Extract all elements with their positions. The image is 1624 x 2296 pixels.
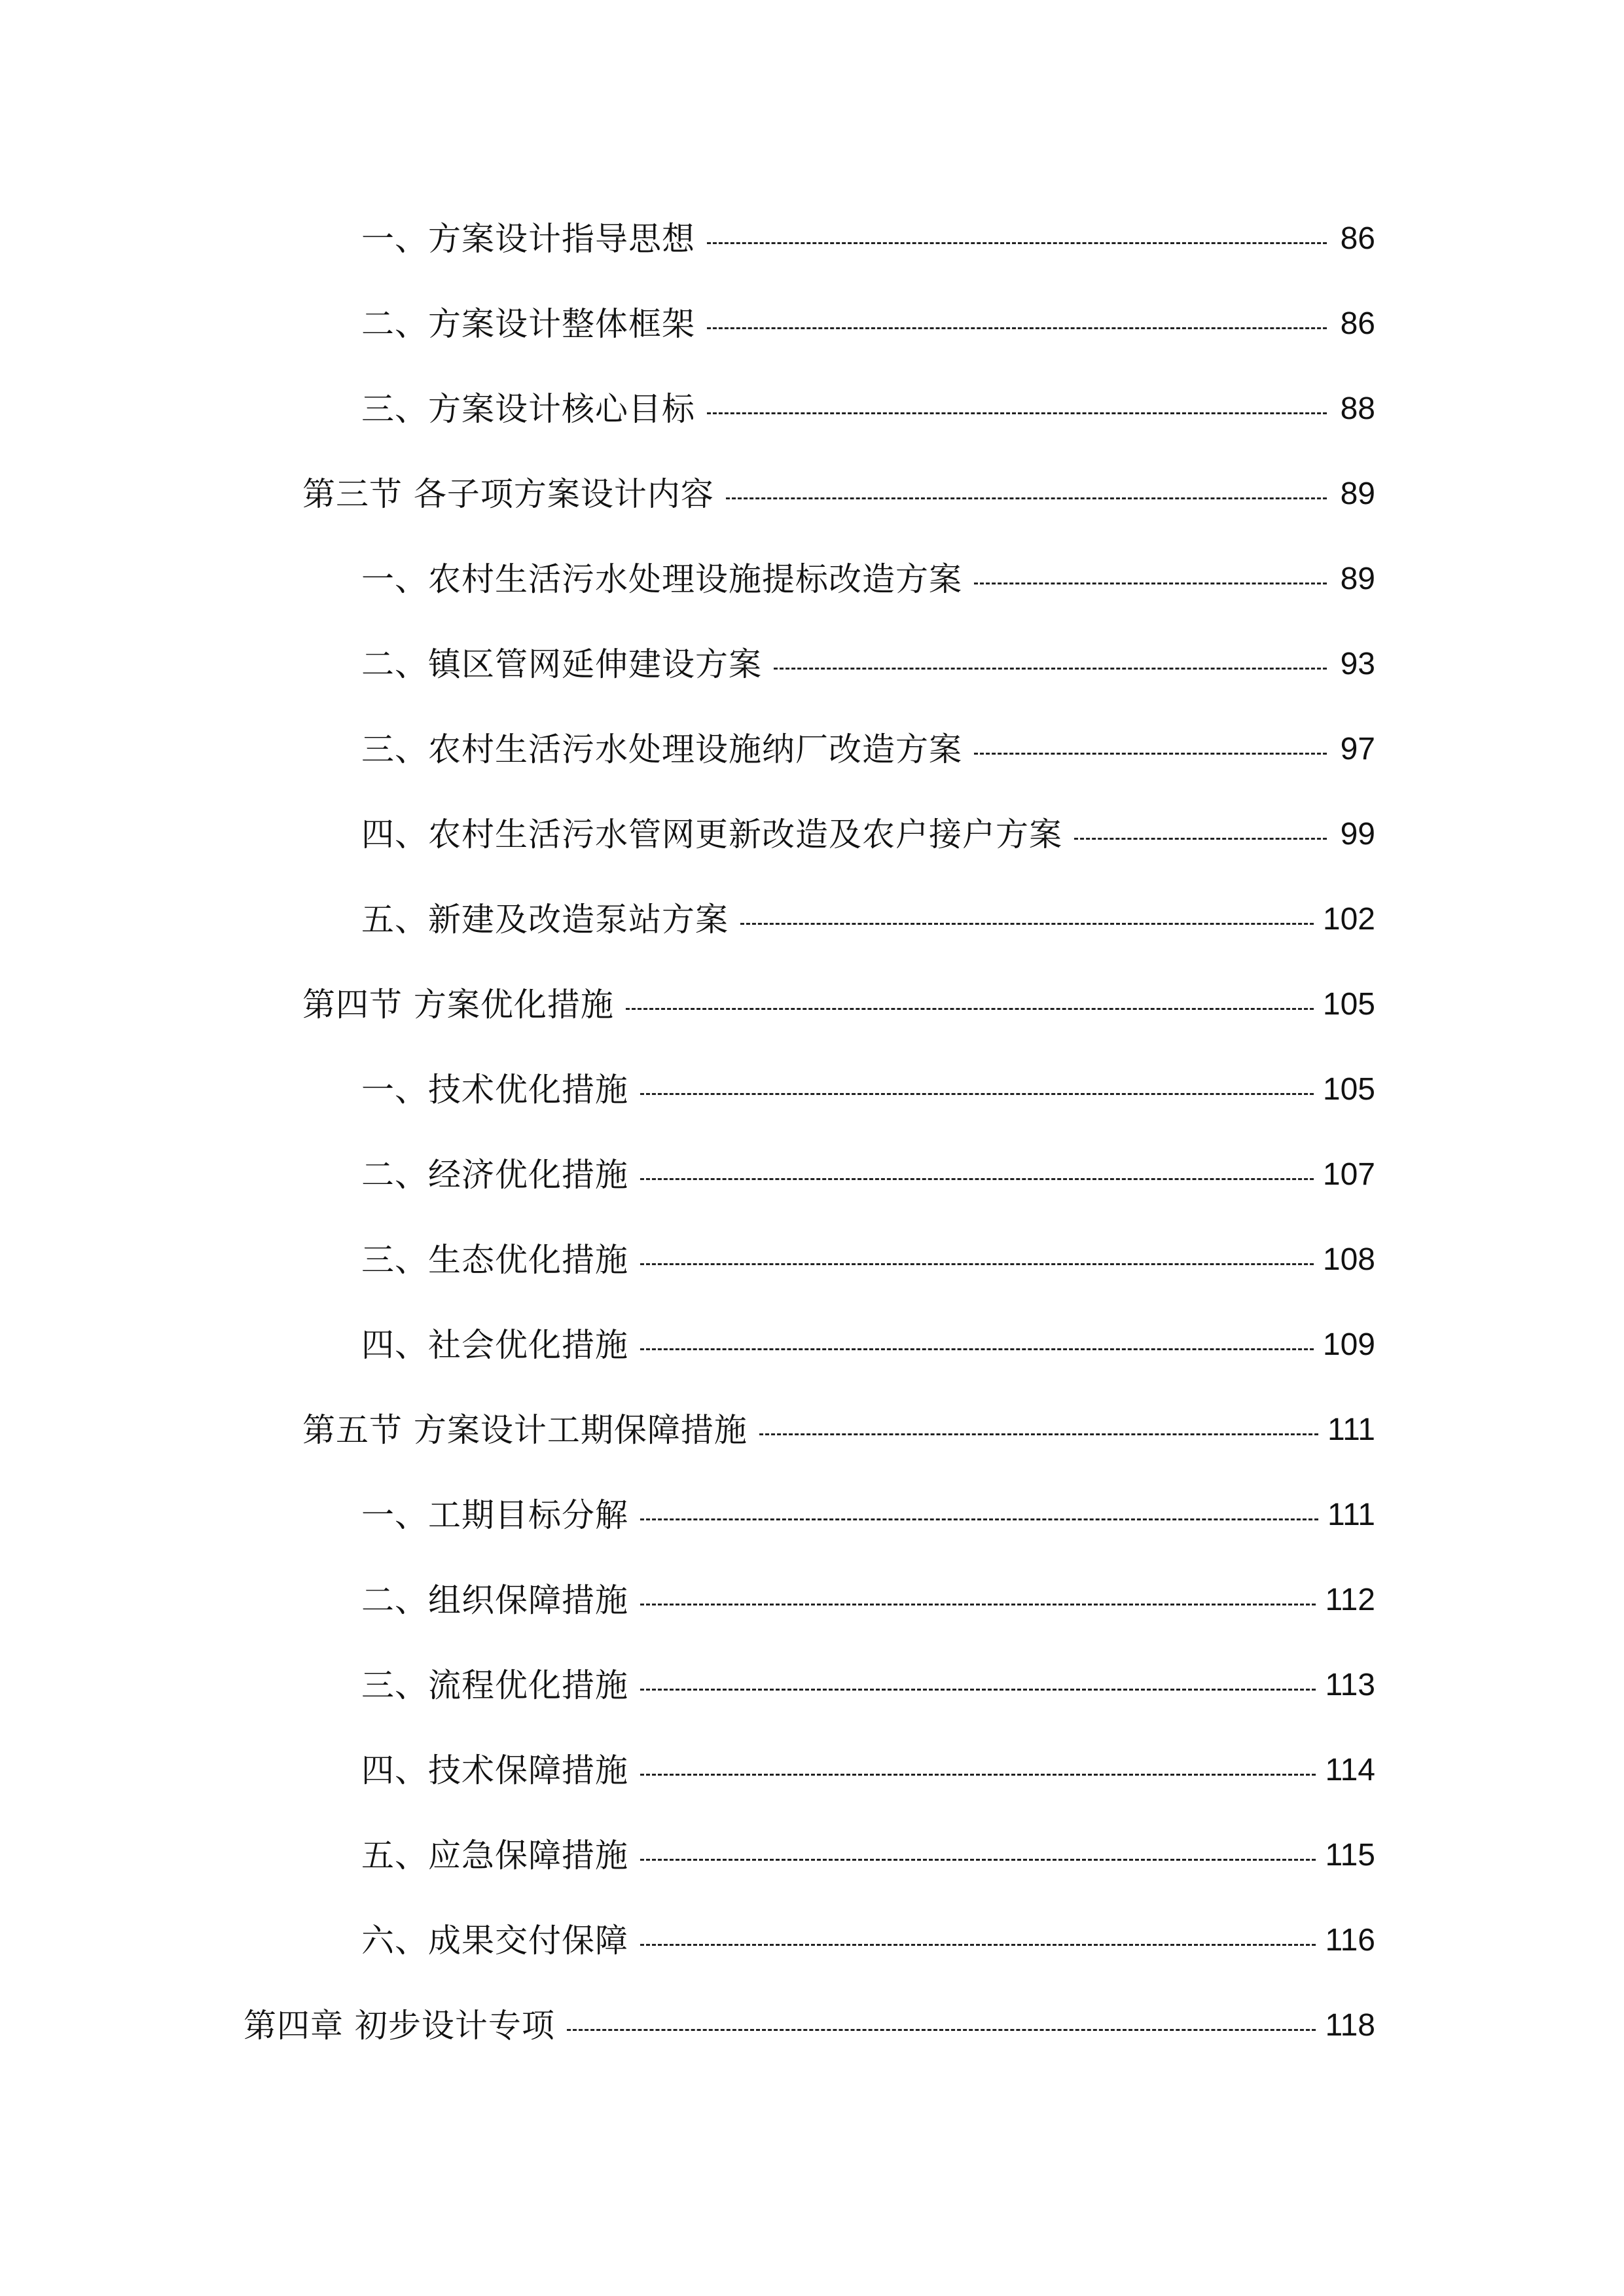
toc-entry[interactable]: [361, 1829, 1375, 1882]
toc-dot-leader: [759, 1433, 1318, 1435]
toc-entry-title: 一、农村生活污水处理设施提标改造方案: [361, 560, 962, 598]
toc-dot-leader: [640, 1689, 1316, 1691]
toc-entry-title: 四、社会优化措施: [361, 1326, 628, 1364]
toc-entry[interactable]: [361, 1234, 1375, 1286]
toc-page-number: 89: [1340, 562, 1375, 596]
toc-dot-leader: [640, 1093, 1314, 1095]
toc-entry[interactable]: [244, 2000, 1375, 2052]
toc-page-number: 111: [1327, 1412, 1375, 1447]
toc-page-number: 107: [1322, 1157, 1375, 1192]
toc-entry-title: 三、生态优化措施: [361, 1241, 628, 1279]
toc-entry-title: 一、技术优化措施: [361, 1071, 628, 1109]
toc-entry-title: 四、技术保障措施: [361, 1751, 628, 1789]
toc-entry[interactable]: [361, 298, 1375, 350]
toc-entry-title: 第四节 方案优化措施: [302, 986, 614, 1024]
toc-entry-title: 二、经济优化措施: [361, 1156, 628, 1194]
toc-entry-title: 一、工期目标分解: [361, 1496, 628, 1534]
toc-entry[interactable]: [361, 1574, 1375, 1626]
toc-entry[interactable]: [361, 1319, 1375, 1371]
toc-entry[interactable]: [361, 638, 1375, 691]
toc-page-number: 93: [1340, 647, 1375, 681]
toc-page-number: 114: [1325, 1753, 1375, 1787]
toc-page-number: 118: [1325, 2008, 1375, 2043]
toc-entry-title: 三、方案设计核心目标: [361, 390, 695, 428]
toc-entry-title: 四、农村生活污水管网更新改造及农户接户方案: [361, 816, 1062, 853]
toc-dot-leader: [640, 1604, 1316, 1605]
toc-entry[interactable]: [361, 723, 1375, 776]
toc-dot-leader: [974, 583, 1327, 584]
toc-entry[interactable]: [361, 213, 1375, 265]
toc-dot-leader: [640, 1348, 1314, 1350]
toc-page-number: 105: [1322, 987, 1375, 1022]
toc-page-number: 86: [1340, 306, 1375, 341]
toc-dot-leader: [707, 412, 1327, 414]
toc-page-number: 97: [1340, 732, 1375, 766]
toc-entry[interactable]: [361, 553, 1375, 605]
toc-page-number: 112: [1325, 1583, 1375, 1617]
toc-dot-leader: [640, 1263, 1314, 1265]
toc-entry[interactable]: [361, 383, 1375, 435]
toc-page-number: 105: [1322, 1072, 1375, 1107]
toc-entry-title: 第五节 方案设计工期保障措施: [302, 1411, 748, 1449]
toc-dot-leader: [567, 2029, 1316, 2031]
toc-entry[interactable]: [302, 1404, 1375, 1456]
toc-dot-leader: [640, 1774, 1316, 1776]
toc-page-number: 99: [1340, 817, 1375, 852]
toc-page-number: 115: [1325, 1838, 1375, 1873]
toc-entry-title: 二、镇区管网延伸建设方案: [361, 645, 762, 683]
toc-dot-leader: [640, 1518, 1318, 1520]
toc-dot-leader: [726, 497, 1327, 499]
toc-dot-leader: [740, 923, 1314, 925]
toc-dot-leader: [626, 1008, 1314, 1010]
toc-entry[interactable]: [361, 893, 1375, 946]
toc-entry[interactable]: [361, 1064, 1375, 1116]
toc-entry[interactable]: [361, 1659, 1375, 1712]
toc-entry-title: 六、成果交付保障: [361, 1922, 628, 1960]
toc-entry-title: 二、方案设计整体框架: [361, 305, 695, 343]
toc-entry-title: 三、流程优化措施: [361, 1666, 628, 1704]
toc-entry-title: 一、方案设计指导思想: [361, 220, 695, 258]
toc-entry-title: 二、组织保障措施: [361, 1581, 628, 1619]
toc-entry-title: 第三节 各子项方案设计内容: [302, 475, 714, 513]
toc-entry[interactable]: [361, 1744, 1375, 1797]
toc-dot-leader: [774, 668, 1327, 670]
toc-entry-title: 五、新建及改造泵站方案: [361, 901, 729, 939]
toc-dot-leader: [974, 753, 1327, 755]
toc-page-number: 108: [1322, 1242, 1375, 1277]
toc-entry[interactable]: [361, 1149, 1375, 1201]
toc-entry[interactable]: [361, 1914, 1375, 1967]
toc-dot-leader: [707, 327, 1327, 329]
toc-page-number: 111: [1327, 1498, 1375, 1532]
toc-entry[interactable]: [302, 468, 1375, 520]
toc-page-number: 89: [1340, 476, 1375, 511]
toc-dot-leader: [640, 1944, 1316, 1946]
toc-page-number: 116: [1325, 1923, 1375, 1958]
toc-dot-leader: [707, 242, 1327, 244]
toc-page-number: 102: [1322, 902, 1375, 937]
toc-entry-title: 三、农村生活污水处理设施纳厂改造方案: [361, 730, 962, 768]
toc-entry[interactable]: [361, 808, 1375, 861]
toc-entry-title: 五、应急保障措施: [361, 1837, 628, 1874]
toc-page-number: 86: [1340, 221, 1375, 256]
toc-entry[interactable]: [361, 1489, 1375, 1541]
toc-dot-leader: [640, 1178, 1314, 1180]
toc-page-number: 109: [1322, 1327, 1375, 1362]
toc-page-number: 113: [1325, 1668, 1375, 1702]
toc-dot-leader: [1074, 838, 1327, 840]
toc-dot-leader: [640, 1859, 1316, 1861]
toc-entry-title: 第四章 初步设计专项: [244, 2007, 555, 2045]
toc-entry[interactable]: [302, 978, 1375, 1031]
toc-page-number: 88: [1340, 391, 1375, 426]
